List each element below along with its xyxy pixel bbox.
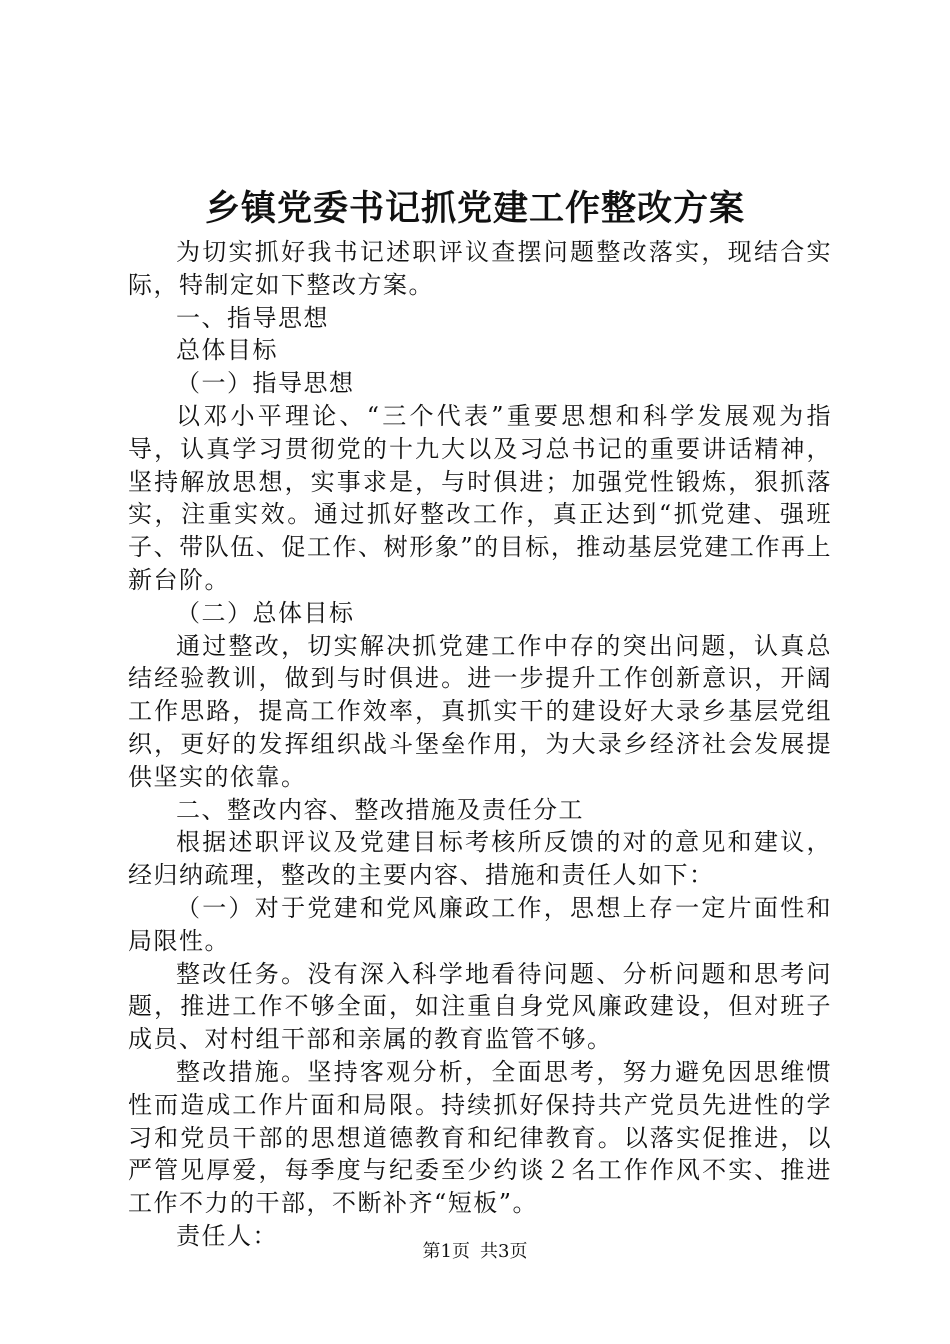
paragraph-rectification-measures: 整改措施。坚持客观分析，全面思考，努力避免因思维惯性而造成工作片面和局限。持续抓好保持共产党员先进性的学习和党员干部的思想道德教育和纪律教育。以落实促推进，以严管见厚爱，每季度与纪委至少约谈２名工作作风不实、推进工作不力的干部，不断补齐“短板”。 [128, 1057, 832, 1218]
paragraph-responsible-person: 责任人： [176, 1221, 278, 1250]
subheading-overall-goal: （二）总体目标 [176, 598, 355, 627]
page-footer [0, 1240, 950, 1264]
heading-guiding-ideology: 一、指导思想 [176, 303, 329, 332]
document-body [128, 236, 832, 1253]
subheading-issue-one: （一）对于党建和党风廉政工作，思想上存一定片面性和局限性。 [128, 893, 832, 955]
subheading-guiding-ideology: （一）指导思想 [176, 369, 355, 398]
paragraph-overall-goal: 通过整改，切实解决抓党建工作中存的突出问题，认真总结经验教训，做到与时俱进。进一步提升工作创新意识，开阔工作思路，提高工作效率，真抓实干的建设好大录乡基层党组织，更好的发挥组织战斗堡垒作用，为大录乡经济社会发展提供坚实的依靠。 [128, 631, 832, 791]
page-number-current: 第1页 [422, 1241, 470, 1262]
heading-overall-goal: 总体目标 [176, 336, 278, 365]
paragraph-guiding-ideology: 以邓小平理论、“三个代表”重要思想和科学发展观为指导，认真学习贯彻党的十九大以及习总书记的重要讲话精神，坚持解放思想，实事求是，与时俱进；加强党性锻炼，狠抓落实，注重实效。通过抓好整改工作，真正达到“抓党建、强班子、带队伍、促工作、树形象”的目标，推动基层党建工作再上新台阶。 [128, 401, 832, 594]
paragraph-rectification-task: 整改任务。没有深入科学地看待问题、分析问题和思考问题，推进工作不够全面，如注重自身党风廉政建设，但对班子成员、对村组干部和亲属的教育监管不够。 [128, 959, 832, 1054]
paragraph-rectification-basis: 根据述职评议及党建目标考核所反馈的对的意见和建议，经归纳疏理，整改的主要内容、措施和责任人如下： [128, 828, 832, 890]
document-title: 乡镇党委书记抓党建工作整改方案 [204, 188, 745, 229]
heading-rectification-content: 二、整改内容、整改措施及责任分工 [176, 795, 584, 824]
paragraph-intro: 为切实抓好我书记述职评议查摆问题整改落实，现结合实际，特制定如下整改方案。 [128, 238, 832, 299]
page-number-total: 共3页 [480, 1241, 528, 1262]
